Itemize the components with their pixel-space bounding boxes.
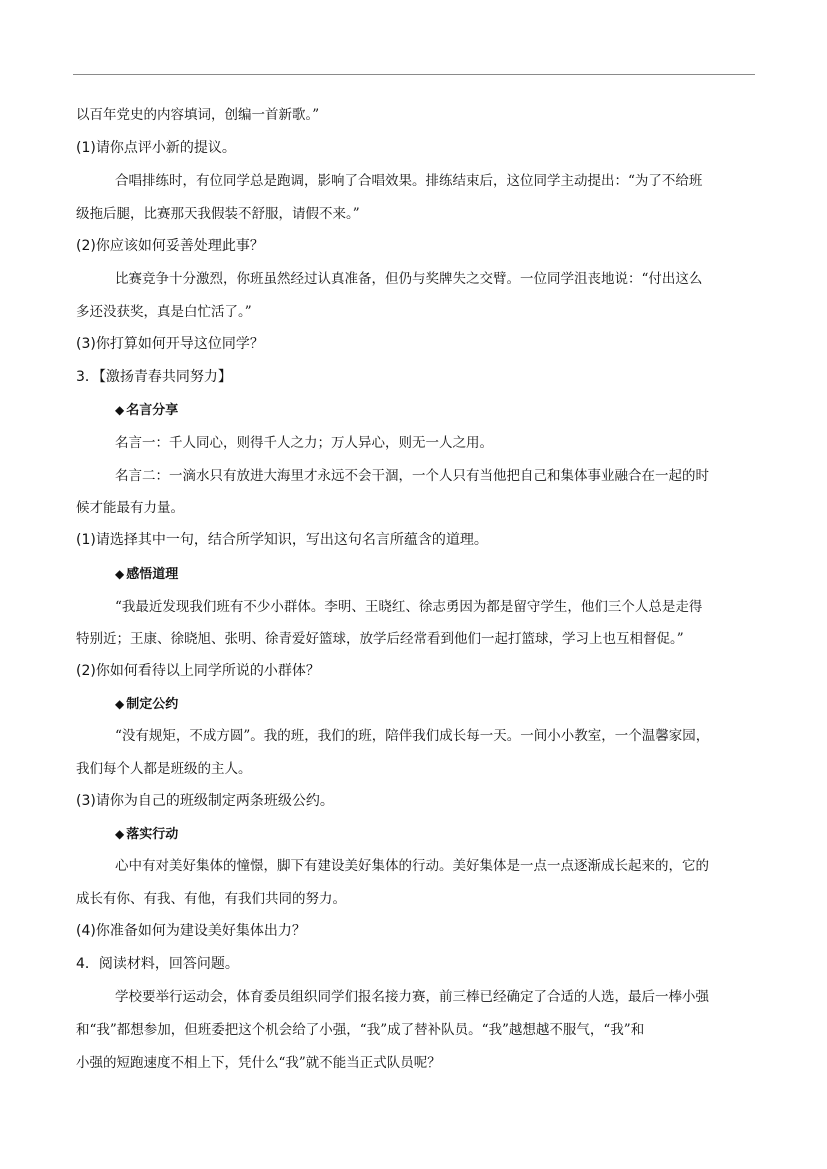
text-line: 比赛竞争十分激烈，你班虽然经过认真准备，但仍与奖牌失之交臂。一位同学沮丧地说：“付出这么 xyxy=(115,271,703,287)
section-title: 4．阅读材料，回答问题。 xyxy=(76,956,239,972)
quote-line: 名言二：一滴水只有放进大海里才永远不会干涸，一个人只有当他把自己和集体事业融合在一起的时 xyxy=(115,468,709,484)
subsection-heading: ◆ 名言分享 xyxy=(115,403,179,418)
quote-line: 名言一：千人同心，则得千人之力；万人异心，则无一人之用。 xyxy=(115,435,493,451)
question-line: (1)请你点评小新的提议。 xyxy=(76,140,236,156)
diamond-bullet-icon: ◆ xyxy=(115,403,125,417)
diamond-bullet-icon: ◆ xyxy=(115,697,125,711)
text-line: 级拖后腿，比赛那天我假装不舒服，请假不来。” xyxy=(76,206,360,222)
question-line: (1)请选择其中一句，结合所学知识，写出这句名言所蕴含的道理。 xyxy=(76,532,488,548)
text-line: 特别近；王康、徐晓旭、张明、徐青爱好篮球，放学后经常看到他们一起打篮球，学习上也互相督促。” xyxy=(76,631,684,647)
text-line: 我们每个人都是班级的主人。 xyxy=(76,761,252,777)
text-line: 成长有你、有我、有他，有我们共同的努力。 xyxy=(76,891,346,907)
question-line: (3)请你为自己的班级制定两条班级公约。 xyxy=(76,793,334,809)
text-line: 心中有对美好集体的憧憬，脚下有建设美好集体的行动。美好集体是一点一点逐渐成长起来的，它的 xyxy=(115,858,709,874)
header-divider xyxy=(73,74,755,75)
text-line: 多还没获奖，真是白忙活了。” xyxy=(76,304,252,320)
subsection-heading: ◆ 制定公约 xyxy=(115,697,179,712)
text-line: 学校要举行运动会，体育委员组织同学们报名接力赛，前三棒已经确定了合适的人选，最后一棒小强 xyxy=(115,989,709,1005)
question-line: (4)你准备如何为建设美好集体出力？ xyxy=(76,923,306,939)
question-line: (2)你应该如何妥善处理此事？ xyxy=(76,238,264,254)
text-line: 候才能最有力量。 xyxy=(76,500,184,516)
subsection-heading: ◆ 落实行动 xyxy=(115,827,179,842)
question-line: (2)你如何看待以上同学所说的小群体？ xyxy=(76,663,320,679)
text-line: 合唱排练时，有位同学总是跑调，影响了合唱效果。排练结束后，这位同学主动提出：“为了不给班 xyxy=(115,173,703,189)
diamond-bullet-icon: ◆ xyxy=(115,827,125,841)
text-line: 以百年党史的内容填词，创编一首新歌。” xyxy=(76,107,320,123)
subsection-heading: ◆ 感悟道理 xyxy=(115,567,179,582)
text-line: “我最近发现我们班有不少小群体。李明、王晓红、徐志勇因为都是留守学生，他们三个人总是走得 xyxy=(115,599,703,615)
question-line: (3)你打算如何开导这位同学？ xyxy=(76,336,264,352)
text-line: 小强的短跑速度不相上下，凭什么“我”就不能当正式队员呢？ xyxy=(76,1055,441,1071)
section-title: 3．【激扬青春共同努力】 xyxy=(76,369,232,385)
text-line: 和“我”都想参加，但班委把这个机会给了小强，“我”成了替补队员。“我”越想越不服气，“我”和 xyxy=(76,1022,645,1038)
diamond-bullet-icon: ◆ xyxy=(115,567,125,581)
text-line: “没有规矩，不成方圆”。我的班，我们的班，陪伴我们成长每一天。一间小小教室，一个温馨家园， xyxy=(115,728,710,744)
